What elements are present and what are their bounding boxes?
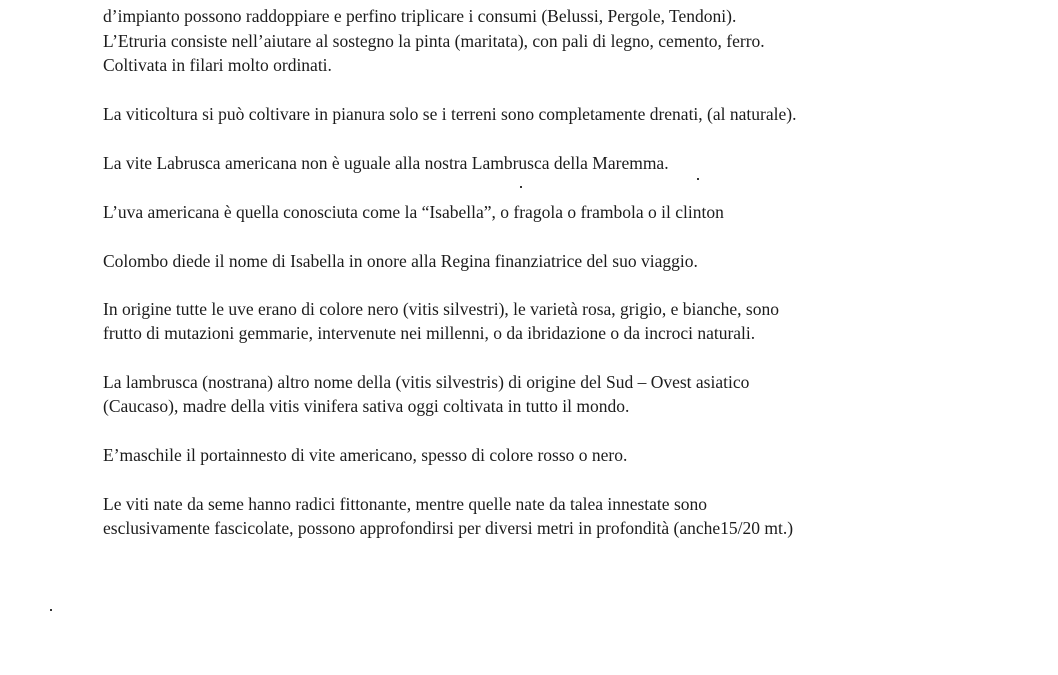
text-line: frutto di mutazioni gemmarie, intervenute nei millenni, o da ibridazione o da incroci naturali. [103,323,756,343]
text-line: La vite Labrusca americana non è uguale alla nostra Lambrusca della Maremma. [103,153,669,173]
scan-speck [697,178,699,180]
text-line: (Caucaso), madre della vitis vinifera sativa oggi coltivata in tutto il mondo. [103,396,630,416]
text-line: La lambrusca (nostrana) altro nome della (vitis silvestris) di origine del Sud – Ovest asiatico [103,372,750,392]
scan-speck [50,609,52,611]
text-line: In origine tutte le uve erano di colore nero (vitis silvestri), le varietà rosa, grigio, e bianche, sono [103,299,779,319]
text-line: E’maschile il portainnesto di vite americano, spesso di colore rosso o nero. [103,445,628,465]
text-line: Coltivata in filari molto ordinati. [103,55,332,75]
text-line: d’impianto possono raddoppiare e perfino triplicare i consumi (Belussi, Pergole, Tendoni). [103,6,737,26]
text-line: esclusivamente fascicolate, possono approfondirsi per diversi metri in profondità (anche15/20 mt.) [103,518,794,538]
text-line: L’uva americana è quella conosciuta come la “Isabella”, o fragola o frambola o il clinton [103,202,724,222]
text-line: Le viti nate da seme hanno radici fittonante, mentre quelle nate da talea innestate sono [103,494,707,514]
text-line: L’Etruria consiste nell’aiutare al sostegno la pinta (maritata), con pali di legno, cemento, ferro. [103,31,765,51]
text-line: La viticoltura si può coltivare in pianura solo se i terreni sono completamente drenati, (al naturale). [103,104,797,124]
scan-speck [520,186,522,188]
text-line: Colombo diede il nome di Isabella in onore alla Regina finanziatrice del suo viaggio. [103,251,698,271]
